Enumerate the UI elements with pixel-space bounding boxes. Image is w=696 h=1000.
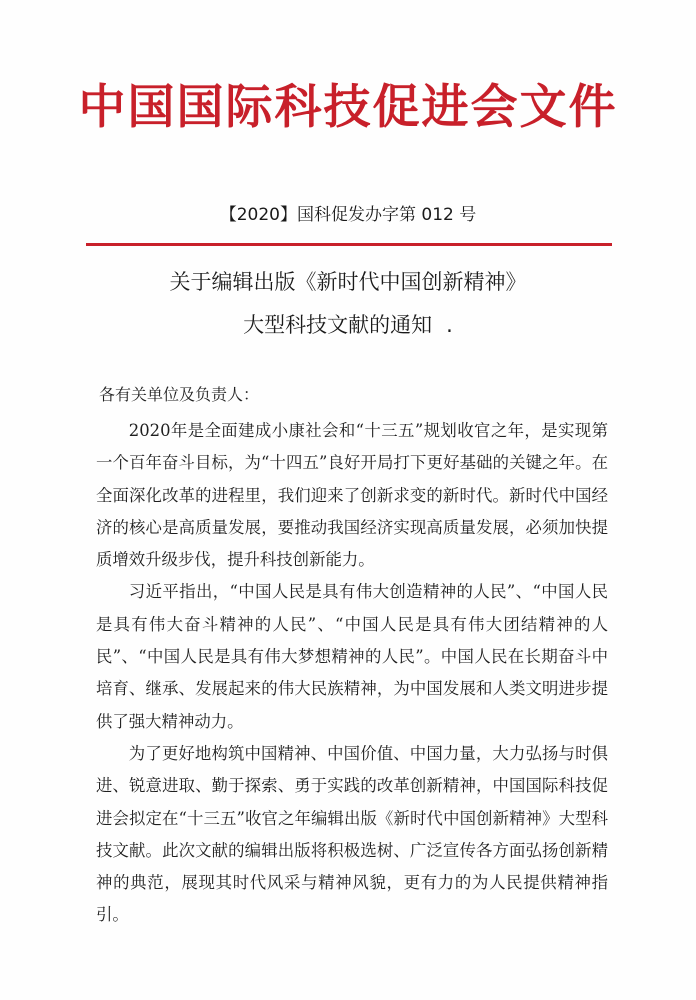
paragraph: 2020年是全面建成小康社会和“十三五”规划收官之年，是实现第一个百年奋斗目标，为“十四五”良好开局打下更好基础的关键之年。在全面深化改革的进程里，我们迎来了创新求变的新时代。新时代中国经济的核心是高质量发展，要推动我国经济实现高质量发展，必须加快提质增效升级步伐，提升科技创新能力。	[96, 421, 608, 570]
salutation: 各有关单位及负责人：	[99, 385, 260, 404]
document-header: 中国国际科技促进会文件	[78, 80, 618, 135]
red-divider-line	[86, 243, 612, 246]
paragraph: 习近平指出，“中国人民是具有伟大创造精神的人民”、“中国人民是具有伟大奋斗精神的人民”、“中国人民是具有伟大团结精神的人民”、“中国人民是具有伟大梦想精神的人民”。中国人民在长期奋斗中培育、继承、发展起来的伟大民族精神，为中国发展和人类文明进步提供了强大精神动力。	[96, 582, 608, 731]
document-number: 【2020】国科促发办字第 012 号	[219, 205, 477, 225]
title-line-2-row	[0, 310, 696, 340]
paragraph: 为了更好地构筑中国精神、中国价值、中国力量，大力弘扬与时俱进、锐意进取、勤于探索、勇于实践的改革创新精神，中国国际科技促进会拟定在“十三五”收官之年编辑出版《新时代中国创新精神》大型科技文献。此次文献的编辑出版将积极选树、广泛宣传各方面弘扬创新精神的典范，展现其时代风采与精神风貌，更有力的为人民提供精神指引。	[96, 743, 608, 925]
body-text	[96, 415, 608, 932]
title-line-1: 关于编辑出版《新时代中国创新精神》	[169, 270, 527, 294]
title-mark: .	[446, 313, 453, 337]
title-line-2: 大型科技文献的通知	[243, 313, 433, 337]
